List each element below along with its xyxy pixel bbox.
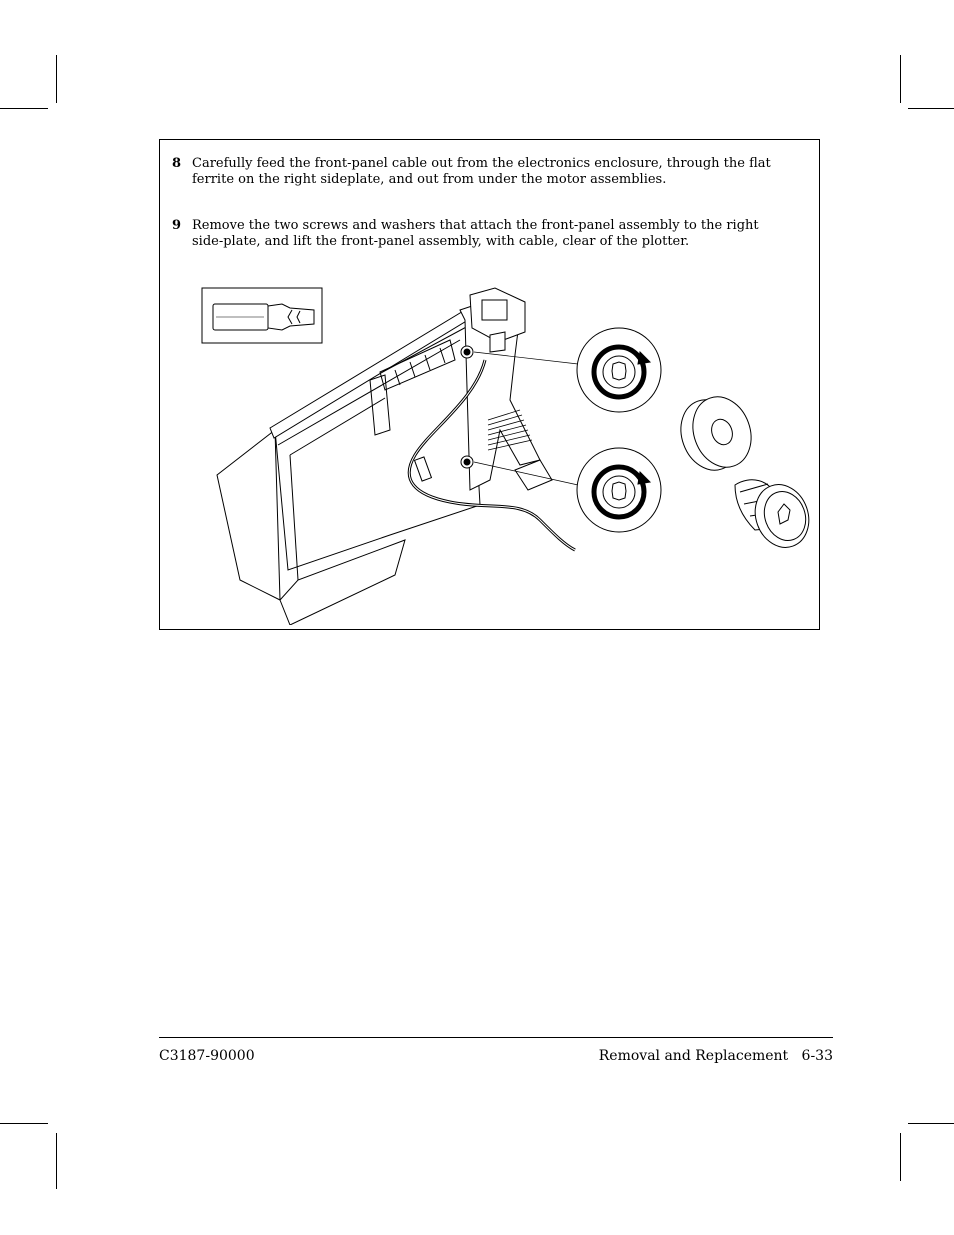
doc-number: C3187-90000 xyxy=(159,1048,255,1064)
crop-mark xyxy=(900,1133,901,1181)
screw-upper xyxy=(461,346,473,358)
footer-rule xyxy=(159,1037,833,1038)
section-title: Removal and Replacement xyxy=(598,1048,789,1064)
step-number: 9 xyxy=(172,218,182,233)
page-footer-right xyxy=(599,1047,833,1065)
step-number: 8 xyxy=(172,156,182,171)
screw-icon xyxy=(735,477,817,555)
crop-mark xyxy=(900,55,901,103)
front-panel-assembly xyxy=(217,310,480,625)
crop-mark xyxy=(908,108,954,109)
page-number: 6-33 xyxy=(801,1048,833,1064)
front-panel-removal-illustration xyxy=(160,280,819,625)
right-sideplate xyxy=(460,288,552,490)
step-text: Carefully feed the front-panel cable out from the electronics enclosure, through the flat ferrite on the right sideplate, and out from under the motor assemblies. xyxy=(192,156,771,187)
step-text: Remove the two screws and washers that attach the front-panel assembly to the right side-plate, and lift the front-panel assembly, with cable, clear of the plotter. xyxy=(192,218,759,249)
counterclockwise-rotation-icon xyxy=(577,328,661,412)
torx-bit-icon xyxy=(202,288,322,343)
crop-mark xyxy=(56,55,57,103)
crop-mark xyxy=(0,108,48,109)
crop-mark xyxy=(908,1123,954,1124)
screw-lower xyxy=(461,456,473,468)
crop-mark xyxy=(56,1133,57,1189)
crop-mark xyxy=(0,1123,48,1124)
washer-icon xyxy=(671,389,760,479)
procedure-box xyxy=(159,139,820,630)
counterclockwise-rotation-icon xyxy=(577,448,661,532)
